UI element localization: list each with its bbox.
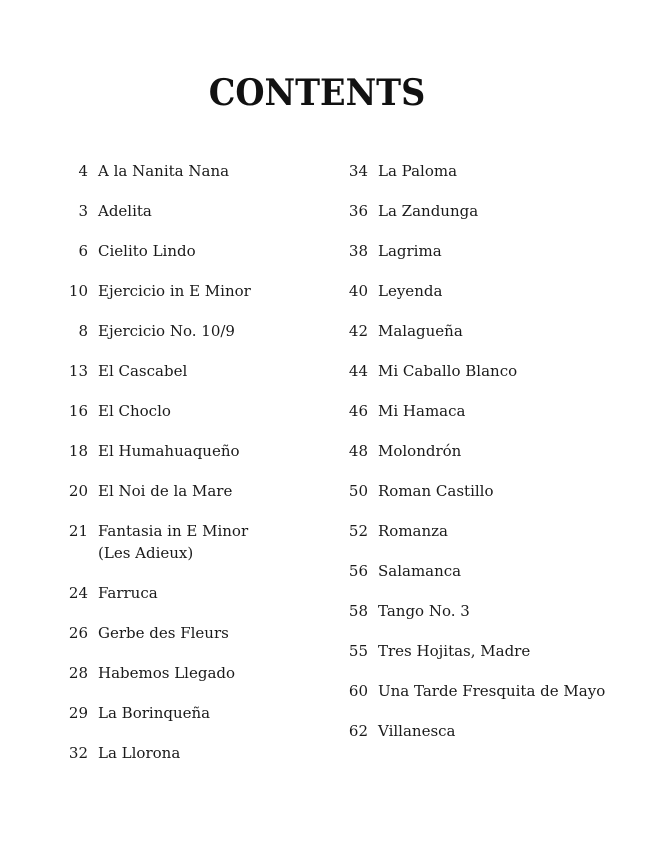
page-number: 4	[78, 162, 88, 180]
page-number: 58	[348, 602, 368, 620]
toc-entry	[334, 560, 634, 582]
toc-entry	[334, 480, 634, 502]
page-number: 18	[68, 442, 88, 460]
entry-title: El Noi de la Mare	[98, 482, 233, 500]
toc-entry	[334, 400, 634, 422]
entry-title: Villanesca	[378, 722, 456, 740]
entry-title: Lagrima	[378, 242, 442, 260]
page-number: 62	[348, 722, 368, 740]
page-number: 50	[348, 482, 368, 500]
toc-entry	[334, 160, 634, 182]
toc-entry	[334, 240, 634, 262]
toc-entry	[334, 520, 634, 542]
page-number: 40	[348, 282, 368, 300]
page-number: 48	[348, 442, 368, 460]
page-number: 60	[348, 682, 368, 700]
toc-entry	[54, 280, 334, 302]
entry-title: Ejercicio No. 10/9	[98, 322, 235, 340]
page-number: 16	[68, 402, 88, 420]
toc-entry	[54, 582, 334, 604]
toc-entry	[334, 440, 634, 462]
entry-title: Una Tarde Fresquita de Mayo	[378, 682, 606, 700]
entry-title: Habemos Llegado	[98, 664, 236, 682]
page-number: 55	[348, 642, 368, 660]
page-number: 28	[68, 664, 88, 682]
page-number: 46	[348, 402, 368, 420]
entry-title: Gerbe des Fleurs	[98, 624, 229, 642]
toc-entry	[54, 702, 334, 724]
entry-title: La Paloma	[378, 162, 458, 180]
page-number: 6	[78, 242, 88, 260]
toc-entry	[334, 640, 634, 662]
toc-entry	[54, 622, 334, 644]
toc-entry	[334, 600, 634, 622]
toc-entry	[54, 662, 334, 684]
page-number: 26	[68, 624, 88, 642]
entry-title: Ejercicio in E Minor	[98, 282, 251, 300]
entry-title: El Humahuaqueño	[98, 442, 240, 460]
toc-entry	[334, 360, 634, 382]
toc-entry	[54, 240, 334, 262]
entry-title: Cielito Lindo	[98, 242, 196, 260]
toc-entry	[334, 680, 634, 702]
page-number: 44	[348, 362, 368, 380]
toc-entry	[334, 720, 634, 742]
toc-entry	[54, 400, 334, 422]
contents-left-column	[54, 160, 334, 782]
entry-title: La Borinqueña	[98, 704, 211, 722]
toc-entry	[334, 200, 634, 222]
page-number: 29	[68, 704, 88, 722]
page-number: 20	[68, 482, 88, 500]
toc-entry	[54, 440, 334, 462]
toc-entry	[54, 360, 334, 382]
entry-title: Roman Castillo	[378, 482, 494, 500]
entry-title: La Zandunga	[378, 202, 479, 220]
entry-title: La Llorona	[98, 744, 181, 762]
entry-title: Salamanca	[378, 562, 462, 580]
entry-title-line-2: (Les Adieux)	[98, 544, 194, 562]
entry-title: El Choclo	[98, 402, 171, 420]
entry-title: Mi Caballo Blanco	[378, 362, 518, 380]
toc-entry	[54, 520, 334, 564]
page-number: 13	[68, 362, 88, 380]
entry-title: Molondrón	[378, 442, 462, 460]
entry-title: Farruca	[98, 584, 158, 602]
entry-title: Tango No. 3	[378, 602, 470, 620]
toc-entry	[54, 200, 334, 222]
page-title: CONTENTS	[208, 72, 426, 114]
toc-entry	[54, 160, 334, 182]
page-number: 10	[68, 282, 88, 300]
toc-entry	[54, 480, 334, 502]
toc-entry	[54, 742, 334, 764]
page-number: 34	[348, 162, 368, 180]
entry-title: Leyenda	[378, 282, 443, 300]
contents-right-column	[334, 160, 634, 760]
entry-title: Romanza	[378, 522, 448, 540]
page-number: 36	[348, 202, 368, 220]
entry-title: Tres Hojitas, Madre	[378, 642, 531, 660]
entry-title: A la Nanita Nana	[98, 162, 230, 180]
page-number: 32	[68, 744, 88, 762]
page-number: 8	[78, 322, 88, 340]
page-number: 38	[348, 242, 368, 260]
page-number: 42	[348, 322, 368, 340]
entry-title: Adelita	[98, 202, 152, 220]
toc-entry	[334, 320, 634, 342]
entry-title-line-1: Fantasia in E Minor	[98, 522, 249, 540]
entry-title: Mi Hamaca	[378, 402, 466, 420]
toc-entry	[54, 320, 334, 342]
page-number: 56	[348, 562, 368, 580]
entry-title	[98, 520, 248, 564]
page-number: 24	[68, 584, 88, 602]
page-number: 3	[78, 202, 88, 220]
toc-entry	[334, 280, 634, 302]
entry-title: Malagueña	[378, 322, 463, 340]
page-number: 21	[68, 522, 88, 540]
entry-title: El Cascabel	[98, 362, 188, 380]
page-number: 52	[348, 522, 368, 540]
